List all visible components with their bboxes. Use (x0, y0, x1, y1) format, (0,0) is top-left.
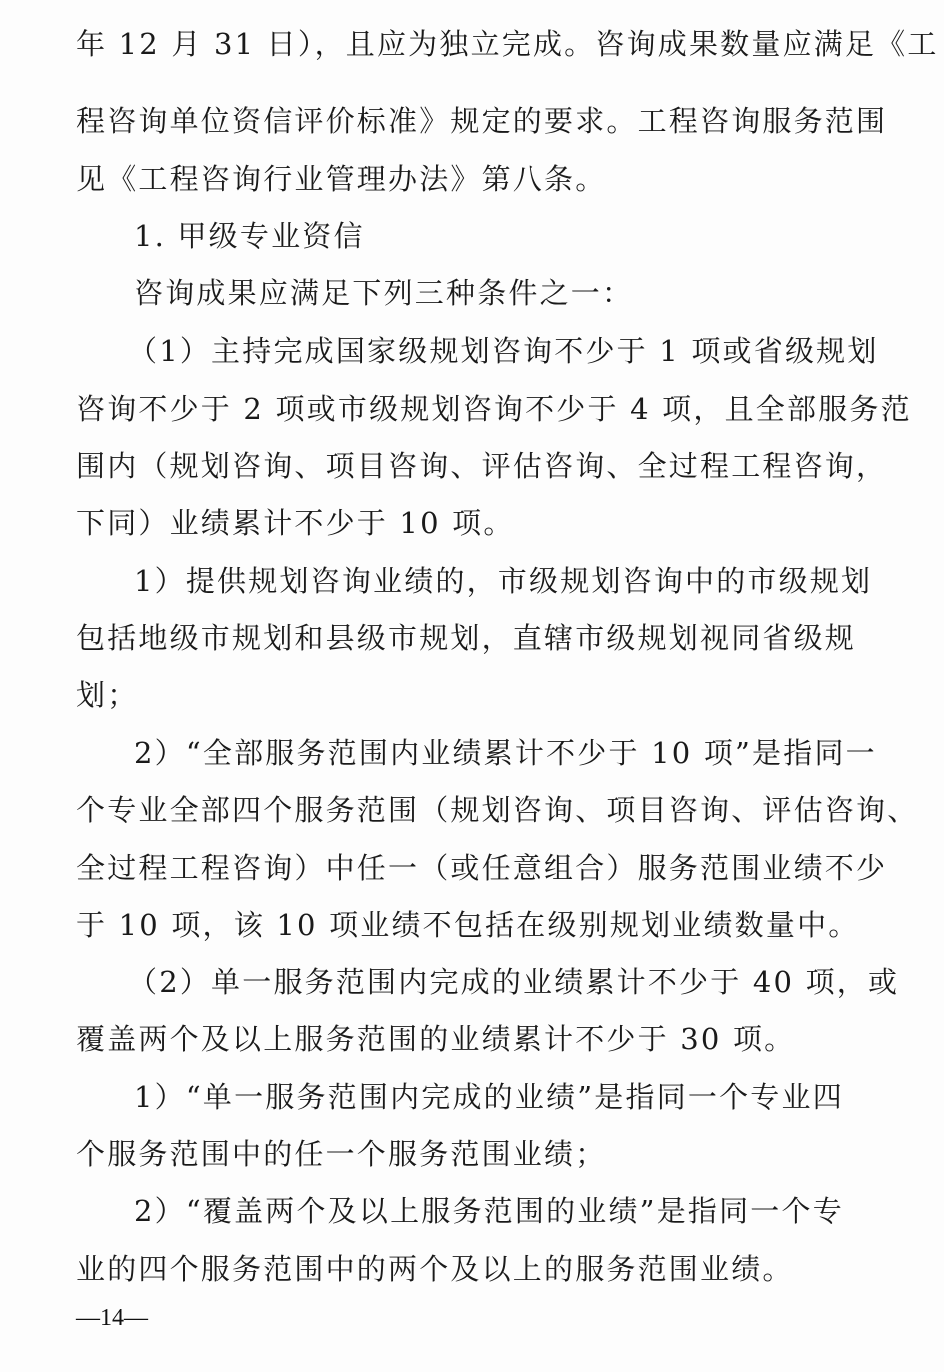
text-line: 个专业全部四个服务范围（规划咨询、项目咨询、评估咨询、 (76, 793, 919, 827)
text-line: 2）“覆盖两个及以上服务范围的业绩”是指同一个专 (134, 1194, 844, 1228)
text-line: （1）主持完成国家级规划咨询不少于 1 项或省级规划 (128, 334, 879, 368)
text-line: 1. 甲级专业资信 (134, 219, 365, 253)
text-line: 咨询不少于 2 项或市级规划咨询不少于 4 项，且全部服务范 (76, 392, 912, 426)
text-line: 于 10 项，该 10 项业绩不包括在级别规划业绩数量中。 (76, 908, 860, 942)
text-line: 覆盖两个及以上服务范围的业绩累计不少于 30 项。 (76, 1022, 796, 1056)
text-line: 个服务范围中的任一个服务范围业绩； (76, 1137, 607, 1171)
text-line: 全过程工程咨询）中任一（或任意组合）服务范围业绩不少 (76, 851, 888, 885)
text-line: 划； (76, 678, 139, 712)
text-line: 见《工程咨询行业管理办法》第八条。 (76, 162, 607, 196)
text-line: 下同）业绩累计不少于 10 项。 (76, 506, 515, 540)
text-line: 年 12 月 31 日），且应为独立完成。咨询成果数量应满足《工 (76, 27, 939, 61)
text-line: 包括地级市规划和县级市规划，直辖市级规划视同省级规 (76, 621, 857, 655)
text-line: 2）“全部服务范围内业绩累计不少于 10 项”是指同一 (134, 736, 877, 770)
text-line: （2）单一服务范围内完成的业绩累计不少于 40 项，或 (128, 965, 900, 999)
text-line: 程咨询单位资信评价标准》规定的要求。工程咨询服务范围 (76, 104, 888, 138)
text-line: 围内（规划咨询、项目咨询、评估咨询、全过程工程咨询， (76, 449, 888, 483)
text-line: 1）“单一服务范围内完成的业绩”是指同一个专业四 (134, 1080, 844, 1114)
text-line: 咨询成果应满足下列三种条件之一： (134, 276, 634, 310)
text-line: 业的四个服务范围中的两个及以上的服务范围业绩。 (76, 1252, 794, 1286)
page-number: —14— (76, 1305, 148, 1331)
text-line: 1）提供规划咨询业绩的，市级规划咨询中的市级规划 (134, 564, 873, 598)
